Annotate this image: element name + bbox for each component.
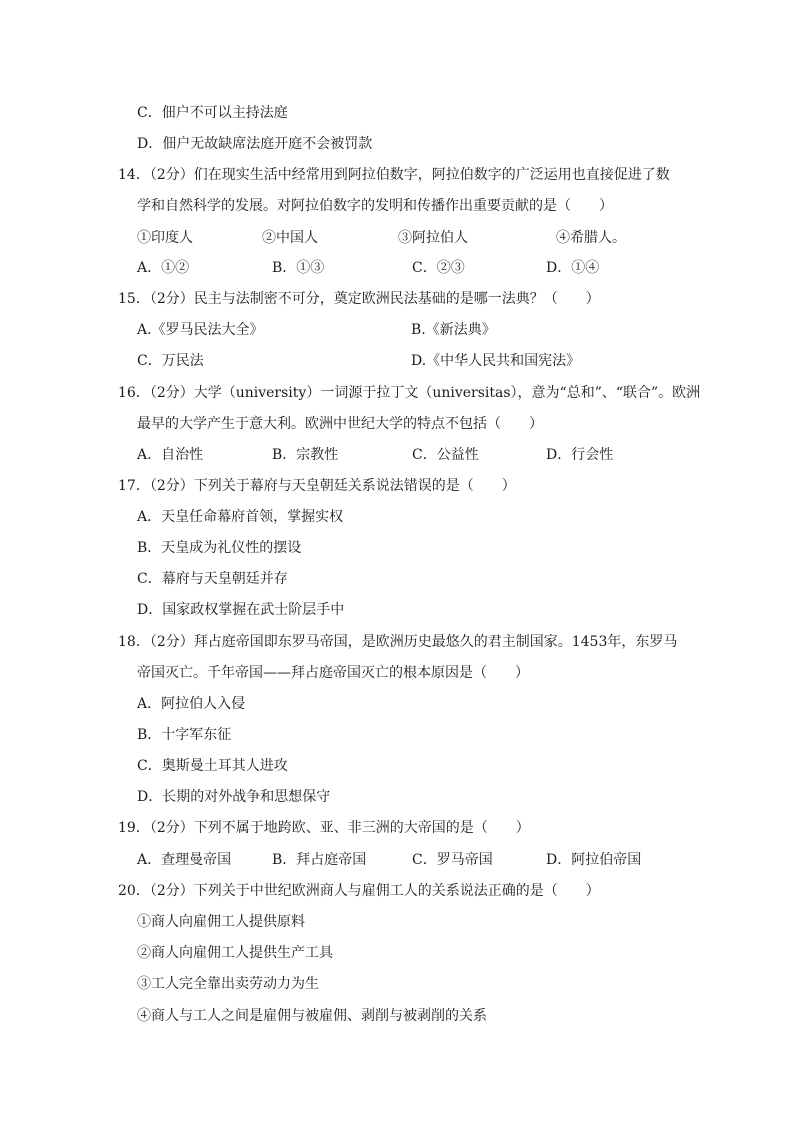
q18-option-a: A．阿拉伯人入侵 bbox=[137, 696, 246, 712]
q20-item-2: ②商人向雇佣工人提供生产工具 bbox=[137, 945, 333, 961]
q14-option-a: A．①② bbox=[137, 260, 190, 276]
q18-stem-line2: 帝国灭亡。千年帝国——拜占庭帝国灭亡的根本原因是（ ） bbox=[137, 665, 529, 681]
q16-option-d: D．行会性 bbox=[546, 447, 614, 463]
q18-option-d: D．长期的对外战争和思想保守 bbox=[137, 789, 331, 805]
q15-option-c: C．万民法 bbox=[137, 353, 204, 369]
q14-stem-line2: 学和自然科学的发展。对阿拉伯数字的发明和传播作出重要贡献的是（ ） bbox=[137, 198, 613, 214]
q14-option-b: B．①③ bbox=[272, 260, 325, 276]
q14-stem-line1: 14．（2分）们在现实生活中经常用到阿拉伯数字，阿拉伯数字的广泛运用也直接促进了数 bbox=[118, 167, 670, 183]
q17-option-a: A．天皇任命幕府首领，掌握实权 bbox=[137, 509, 344, 525]
q20-stem: 20．（2分）下列关于中世纪欧洲商人与雇佣工人的关系说法正确的是（ ） bbox=[118, 883, 600, 899]
q16-option-b: B．宗教性 bbox=[272, 447, 339, 463]
q18-option-b: B．十字军东征 bbox=[137, 727, 232, 743]
q19-option-b: B．拜占庭帝国 bbox=[272, 852, 367, 868]
q20-item-1: ①商人向雇佣工人提供原料 bbox=[137, 914, 305, 930]
q13-option-d: D．佃户无故缺席法庭开庭不会被罚款 bbox=[137, 136, 373, 152]
q13-option-c: C．佃户不可以主持法庭 bbox=[137, 105, 288, 121]
q18-stem-line1: 18．（2分）拜占庭帝国即东罗马帝国，是欧洲历史最悠久的君主制国家。1453年，东罗马 bbox=[118, 634, 678, 650]
q19-stem: 19．（2分）下列不属于地跨欧、亚、非三洲的大帝国的是（ ） bbox=[118, 820, 530, 836]
q16-stem-line2: 最早的大学产生于意大利。欧洲中世纪大学的特点不包括（ ） bbox=[137, 416, 543, 432]
q19-option-c: C．罗马帝国 bbox=[412, 852, 493, 868]
q14-option-c: C．②③ bbox=[412, 260, 465, 276]
q15-option-a: A.《罗马民法大全》 bbox=[137, 322, 264, 338]
q16-option-c: C．公益性 bbox=[412, 447, 479, 463]
q17-option-d: D．国家政权掌握在武士阶层手中 bbox=[137, 602, 345, 618]
q14-option-d: D．①④ bbox=[546, 260, 600, 276]
q15-option-d: D.《中华人民共和国宪法》 bbox=[411, 353, 581, 369]
q19-option-a: A．查理曼帝国 bbox=[137, 852, 232, 868]
q20-item-4: ④商人与工人之间是雇佣与被雇佣、剥削与被剥削的关系 bbox=[137, 1008, 487, 1024]
q14-item-3: ③阿拉伯人 bbox=[398, 230, 468, 246]
q17-option-c: C．幕府与天皇朝廷并存 bbox=[137, 571, 288, 587]
q19-option-d: D．阿拉伯帝国 bbox=[546, 852, 642, 868]
q18-option-c: C．奥斯曼土耳其人进攻 bbox=[137, 758, 288, 774]
q20-item-3: ③工人完全靠出卖劳动力为生 bbox=[137, 976, 319, 992]
q17-option-b: B．天皇成为礼仪性的摆设 bbox=[137, 540, 302, 556]
q15-option-b: B.《新法典》 bbox=[411, 322, 496, 338]
q17-stem: 17．（2分）下列关于幕府与天皇朝廷关系说法错误的是（ ） bbox=[118, 478, 516, 494]
q16-stem-line1: 16．（2分）大学（university）一词源于拉丁文（universitas），意为“总和”、“联合”。欧洲 bbox=[118, 385, 701, 401]
q14-item-2: ②中国人 bbox=[262, 230, 318, 246]
q15-stem: 15．（2分）民主与法制密不可分，奠定欧洲民法基础的是哪一法典？（ ） bbox=[118, 291, 600, 307]
q14-item-4: ④希腊人。 bbox=[556, 230, 626, 246]
q14-item-1: ①印度人 bbox=[137, 230, 193, 246]
q16-option-a: A．自治性 bbox=[137, 447, 204, 463]
